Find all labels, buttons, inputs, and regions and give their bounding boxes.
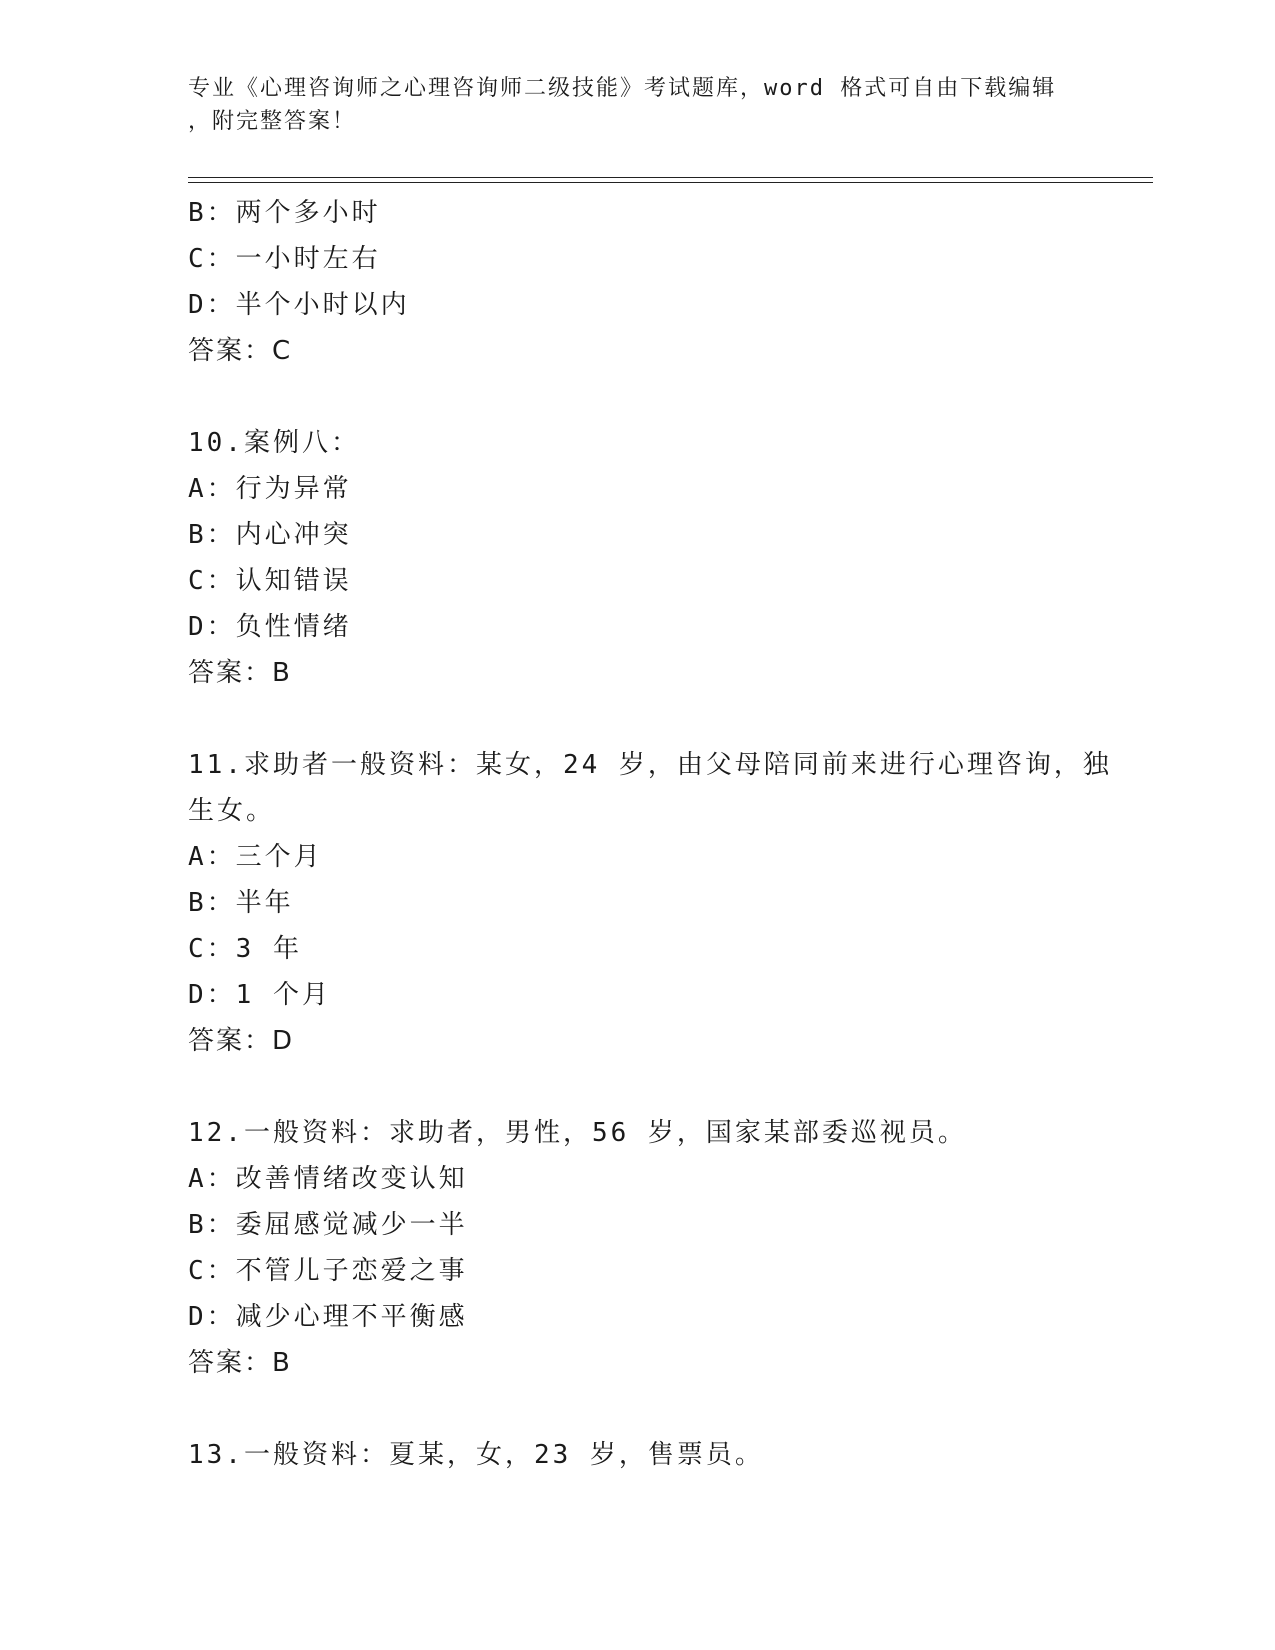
question-text: 13.一般资料：夏某，女，23 岁，售票员。 [188, 1440, 764, 1470]
option-b: B：半年 [188, 888, 294, 918]
question-spacer [188, 1386, 1108, 1432]
question-text: 12.一般资料：求助者，男性，56 岁，国家某部委巡视员。 [188, 1118, 967, 1148]
question-13 [188, 1432, 1108, 1478]
answer-line: 答案：C [188, 336, 293, 366]
option-d: D：1 个月 [188, 980, 331, 1010]
option-c: C：认知错误 [188, 566, 352, 596]
question-11 [188, 742, 1112, 1064]
header-title-line-2: ，附完整答案！ [188, 109, 357, 134]
option-c: C：不管儿子恋爱之事 [188, 1256, 468, 1286]
answer-line: 答案：D [188, 1026, 295, 1056]
answer-line: 答案：B [188, 658, 292, 688]
header-title-line-1: 专业《心理咨询师之心理咨询师二级技能》考试题库，word 格式可自由下载编辑 [188, 76, 1057, 101]
question-spacer [188, 1064, 1108, 1110]
question-12 [188, 1110, 1108, 1386]
header-divider-bottom [188, 182, 1153, 183]
question-list [188, 190, 1112, 1478]
document-header [188, 72, 1068, 138]
option-a: A：改善情绪改变认知 [188, 1164, 468, 1194]
option-d: D：负性情绪 [188, 612, 352, 642]
option-c: C：一小时左右 [188, 244, 381, 274]
option-c: C：3 年 [188, 934, 302, 964]
option-a: A：三个月 [188, 842, 323, 872]
option-b: B：内心冲突 [188, 520, 352, 550]
question-text-line-2: 生女。 [188, 796, 276, 826]
question-spacer [188, 696, 1108, 742]
option-b: B：委屈感觉减少一半 [188, 1210, 468, 1240]
question-9-tail [188, 190, 1108, 374]
option-d: D：半个小时以内 [188, 290, 410, 320]
option-a: A：行为异常 [188, 474, 352, 504]
question-spacer [188, 374, 1108, 420]
question-text-line-1: 11.求助者一般资料：某女，24 岁，由父母陪同前来进行心理咨询，独 [188, 750, 1112, 780]
header-divider-top [188, 177, 1153, 178]
question-text: 10.案例八： [188, 428, 360, 458]
option-d: D：减少心理不平衡感 [188, 1302, 468, 1332]
option-b: B：两个多小时 [188, 198, 381, 228]
question-10 [188, 420, 1108, 696]
answer-line: 答案：B [188, 1348, 292, 1378]
